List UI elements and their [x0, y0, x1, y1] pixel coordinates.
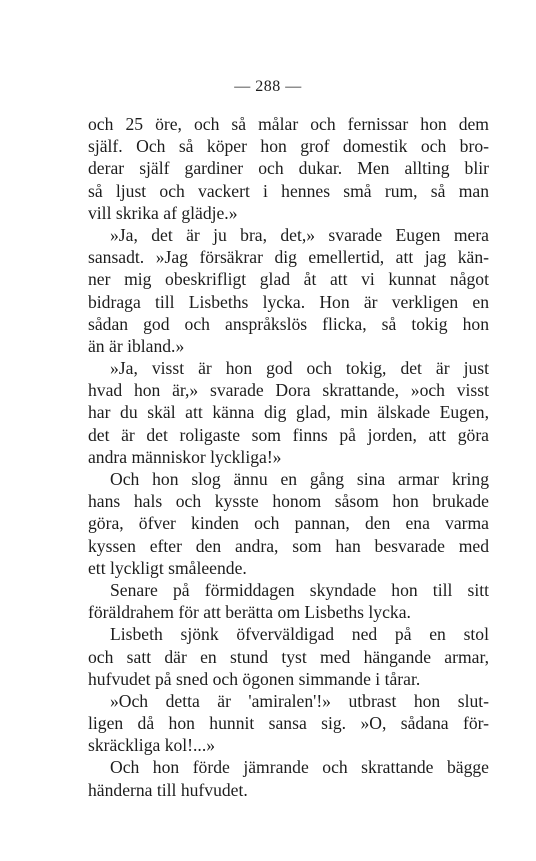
text-line: »Ja, visst är hon god och tokig, det är just: [110, 358, 489, 379]
text-line: Senare på förmiddagen skyndade hon till sitt: [110, 579, 489, 600]
page-number: — 288 —: [234, 78, 302, 95]
text-line: ligen då hon hunnit sansa sig. »O, sådana för-: [88, 713, 489, 734]
text-line: Lisbeth sjönk öfverväldigad ned på en stol: [110, 624, 489, 645]
text-line: vill skrika af glädje.»: [88, 202, 238, 223]
body-text: [88, 113, 489, 801]
text-line: föräldrahem för att berätta om Lisbeths lycka.: [88, 602, 411, 623]
text-line: själf. Och så köper hon grof domestik och bro-: [88, 136, 489, 157]
text-line: sansadt. »Jag försäkrar dig emellertid, att jag kän-: [88, 247, 489, 268]
text-line: andra människor lyckliga!»: [88, 446, 282, 467]
text-line: det är det roligaste som finns på jorden, att göra: [88, 424, 489, 445]
text-line: än är ibland.»: [88, 335, 185, 356]
text-line: bidraga till Lisbeths lycka. Hon är verkligen en: [88, 291, 489, 312]
text-line: Och hon slog ännu en gång sina armar kring: [110, 469, 489, 489]
text-line: sådan god och anspråkslös flicka, så tokig hon: [88, 313, 489, 334]
text-line: derar själf gardiner och dukar. Men allting blir: [88, 158, 489, 179]
text-line: »Ja, det är ju bra, det,» svarade Eugen mera: [110, 224, 489, 245]
text-line: ett lyckligt småleende.: [88, 557, 247, 578]
text-line: och 25 öre, och så målar och fernissar hon dem: [88, 114, 489, 134]
text-line: hvad hon är,» svarade Dora skrattande, »och visst: [88, 380, 489, 401]
text-line: har du skäl att känna dig glad, min älskade Eugen,: [88, 402, 489, 423]
text-line: göra, öfver kinden och pannan, den ena varma: [88, 513, 489, 534]
text-line: hans hals och kysste honom såsom hon brukade: [88, 491, 489, 512]
text-line: hufvudet på sned och ögonen simmande i tårar.: [88, 668, 421, 689]
text-line: och satt där en stund tyst med hängande armar,: [88, 646, 489, 667]
text-line: så ljust och vackert i hennes små rum, så man: [88, 180, 489, 201]
text-line: skräckliga kol!...»: [88, 735, 216, 756]
text-line: ner mig obeskrifligt glad åt att vi kunnat något: [88, 269, 489, 290]
text-line: »Och detta är 'amiralen'!» utbrast hon slut-: [110, 690, 489, 711]
text-line: kyssen efter den andra, som han besvarade med: [88, 535, 489, 556]
text-line: Och hon förde jämrande och skrattande bägge: [110, 757, 489, 778]
text-line: händerna till hufvudet.: [88, 779, 248, 800]
